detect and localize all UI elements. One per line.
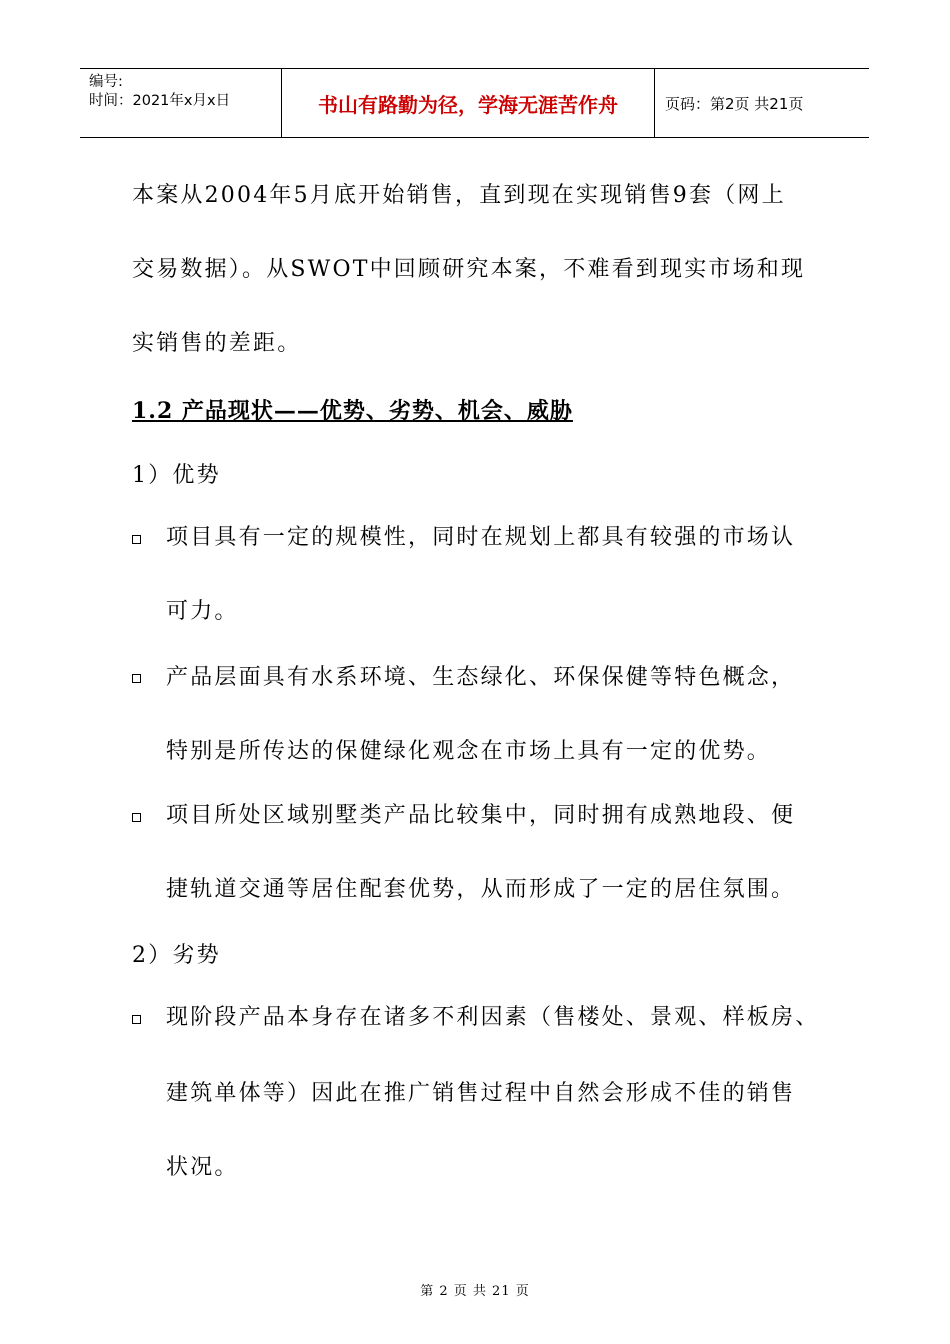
weakness-1-line-1: 现阶段产品本身存在诸多不利因素（售楼处、景观、样板房、 (166, 1005, 820, 1030)
bullet-square-icon (132, 674, 141, 683)
time-label: 时间：2021年x月x日 (89, 93, 231, 109)
header-meta (80, 69, 282, 137)
weaknesses-label: 2）劣势 (132, 943, 221, 968)
intro-line-2: 交易数据）。从SWOT中回顾研究本案，不难看到现实市场和现 (132, 257, 806, 282)
header-page-info: 页码：第2页 共21页 (665, 94, 804, 113)
bullet-square-icon (132, 813, 141, 822)
strength-1-line-2: 可力。 (166, 599, 239, 624)
strength-2-line-1: 产品层面具有水系环境、生态绿化、环保保健等特色概念， (166, 665, 796, 690)
weakness-1-line-3: 状况。 (166, 1155, 239, 1180)
strength-2-line-2: 特别是所传达的保健绿化观念在市场上具有一定的优势。 (166, 739, 772, 764)
page-footer: 第 2 页 共 21 页 (420, 1284, 530, 1299)
strength-3-line-2: 捷轨道交通等居住配套优势，从而形成了一定的居住氛围。 (166, 877, 796, 902)
bullet-square-icon (132, 535, 141, 544)
bullet-square-icon (132, 1015, 141, 1024)
intro-line-3: 实销售的差距。 (132, 331, 302, 356)
intro-line-1: 本案从2004年5月底开始销售，直到现在实现销售9套（网上 (132, 183, 786, 208)
section-heading: 1.2 产品现状——优势、劣势、机会、威胁 (132, 398, 573, 424)
weakness-1-line-2: 建筑单体等）因此在推广销售过程中自然会形成不佳的销售 (166, 1081, 796, 1106)
strengths-label: 1）优势 (132, 463, 221, 488)
strength-1-line-1: 项目具有一定的规模性，同时在规划上都具有较强的市场认 (166, 525, 796, 550)
page-header (80, 68, 869, 138)
header-motto: 书山有路勤为径，学海无涯苦作舟 (282, 69, 655, 137)
number-label: 编号: (89, 74, 123, 90)
strength-3-line-1: 项目所处区域别墅类产品比较集中，同时拥有成熟地段、便 (166, 803, 796, 828)
